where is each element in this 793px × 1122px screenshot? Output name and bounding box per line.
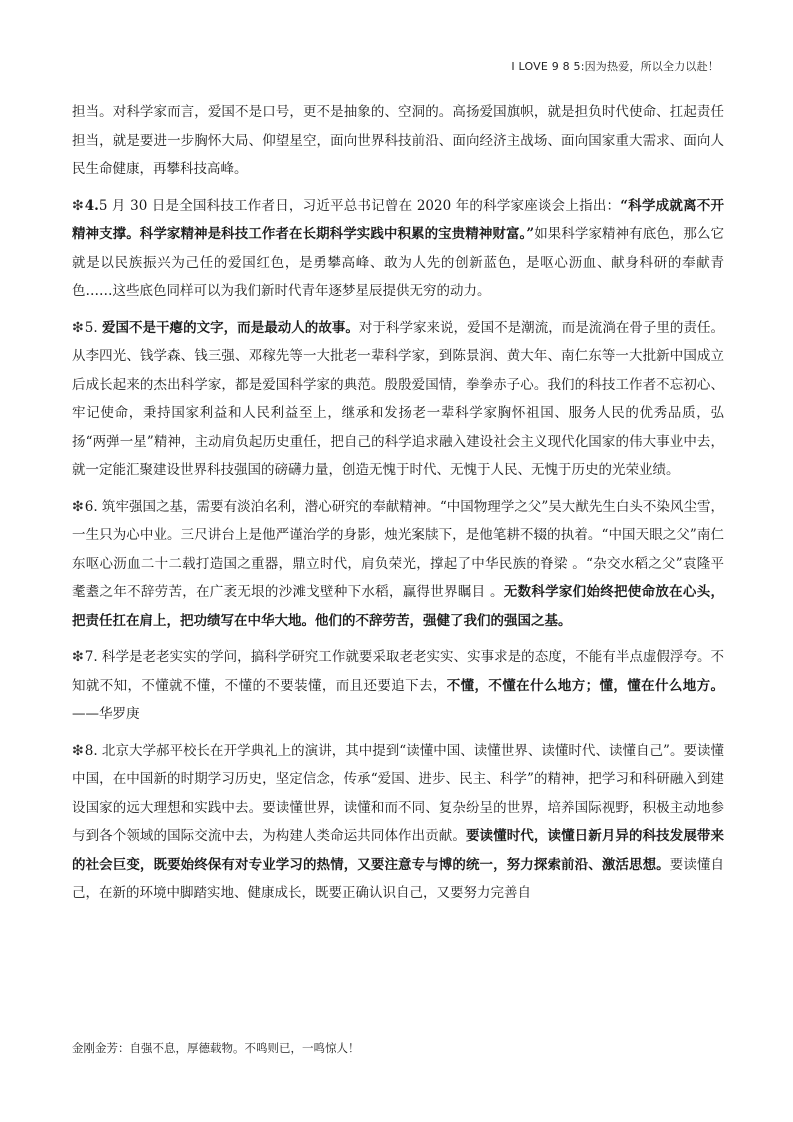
bold-emphasis: 要读懂时代，读懂日新月异的科技发展带来的社会巨变，既要始终保有对专业学习的热情，又要注意专与博的统一，努力探索前沿、激活思想。	[72, 828, 725, 873]
paragraph-text: 如果科学家精神有底色，那么它就是以民族振兴为己任的爱国红色，是勇攀高峰、敢为人先的创新蓝色，是呕心沥血、献身科研的奉献青色……这些底色同样可以为我们新时代青年逐梦星辰提供无穷的动力。	[72, 226, 725, 299]
item-number: 4.	[84, 197, 99, 214]
paragraph-6	[72, 493, 724, 636]
paragraph-text: 担当。对科学家而言，爱国不是口号，更不是抽象的、空洞的。高扬爱国旗帜，就是担负时代使命、扛起责任担当，就是要进一步胸怀大局、仰望星空，面向世界科技前沿、面向经济主战场、面向国家重大需求、面向人民生命健康，再攀科技高峰。	[72, 104, 724, 177]
paragraph-text: 6. 筑牢强国之基，需要有淡泊名利，潜心研究的奉献精神。“中国物理学之父”吴大猷先生白头不染风尘雪，一生只为心中业。三尺讲台上是他严谨治学的身影，烛光案牍下，是他笔耕不辍的执着。“中国天眼之父”南仁东呕心沥血二十二载打造国之重器，鼎立时代，肩负荣光，撑起了中华民族的脊梁 。“杂交水稻之父”袁隆平耄耋之年不辞劳苦，在广袤无垠的沙滩戈壁种下水稻，赢得世界瞩目 。	[72, 498, 724, 600]
asterisk-bullet-icon: ❇	[72, 649, 84, 665]
paragraph-text: 对于科学家来说，爱国不是潮流，而是流淌在骨子里的责任。从李四光、钱学森、钱三强、邓稼先等一大批老一辈科学家，到陈景润、黄大年、南仁东等一大批新中国成立后成长起来的杰出科学家，都是爱国科学家的典范。殷殷爱国情，拳拳赤子心。我们的科技工作者不忘初心、牢记使命，秉持国家利益和人民利益至上，继承和发扬老一辈科学家胸怀祖国、服务人民的优秀品质，弘扬“两弹一星”精神，主动肩负起历史重任，把自己的科学追求融入建设社会主义现代化国家的伟大事业中去，就一定能汇聚建设世界科技强国的磅礴力量，创造无愧于时代、无愧于人民、无愧于历史的光荣业绩。	[72, 319, 725, 478]
paragraph-8	[72, 737, 724, 908]
paragraph-text: 8. 北京大学郝平校长在开学典礼上的演讲，其中提到“读懂中国、读懂世界、读懂时代、读懂自己”。要读懂中国，在中国新的时期学习历史，坚定信念，传承“爱国、进步、民主、科学”的精神，把学习和科研融入到建设国家的远大理想和实践中去。要读懂世界，读懂和而不同、复杂纷呈的世界，培养国际视野，积极主动地参与到各个领域的国际交流中去，为构建人类命运共同体作出贡献。	[72, 742, 724, 844]
asterisk-bullet-icon: ❇	[72, 319, 84, 336]
paragraph-text: 5 月 30 日是全国科技工作者日，习近平总书记曾在 2020 年的科学家座谈会上指出：	[98, 197, 621, 214]
bold-conclusion: 无数科学家们始终把使命放在心头，把责任扛在肩上，把功绩写在中华大地。他们的不辞劳苦，强健了我们的强国之基。	[72, 584, 724, 629]
item-number: 5.	[84, 319, 102, 336]
asterisk-bullet-icon: ❇	[72, 197, 84, 214]
quote-attribution: ——华罗庚	[72, 706, 140, 722]
paragraph-continuation	[72, 98, 724, 184]
bold-quote: “科学成就离不开精神支撑。科学家精神是科技工作者在长期科学实践中积累的宝贵精神财富。”	[72, 197, 724, 242]
document-body	[72, 98, 724, 916]
paragraph-5	[72, 314, 724, 485]
asterisk-bullet-icon: ❇	[72, 742, 84, 759]
page-header: I LOVE 9 8 5:因为热爱，所以全力以赴！	[511, 60, 719, 73]
page-footer: 金刚金芳：自强不息，厚德载物。不鸣则已，一鸣惊人！	[72, 1041, 360, 1055]
bold-quote: 不懂，不懂在什么地方；懂，懂在什么地方。	[446, 677, 725, 694]
asterisk-bullet-icon: ❇	[72, 498, 84, 515]
paragraph-7	[72, 643, 724, 729]
paragraph-text: 要读懂自己，在新的环境中脚踏实地、健康成长，既要正确认识自己，又要努力完善自	[72, 856, 725, 901]
paragraph-4	[72, 192, 724, 306]
bold-heading: 爱国不是干瘪的文字，而是最动人的故事。	[101, 319, 359, 336]
paragraph-text: 7. 科学是老老实实的学问，搞科学研究工作就要采取老老实实、实事求是的态度，不能有半点虚假浮夸。不知就不知，不懂就不懂，不懂的不要装懂，而且还要追下去，	[72, 649, 724, 694]
